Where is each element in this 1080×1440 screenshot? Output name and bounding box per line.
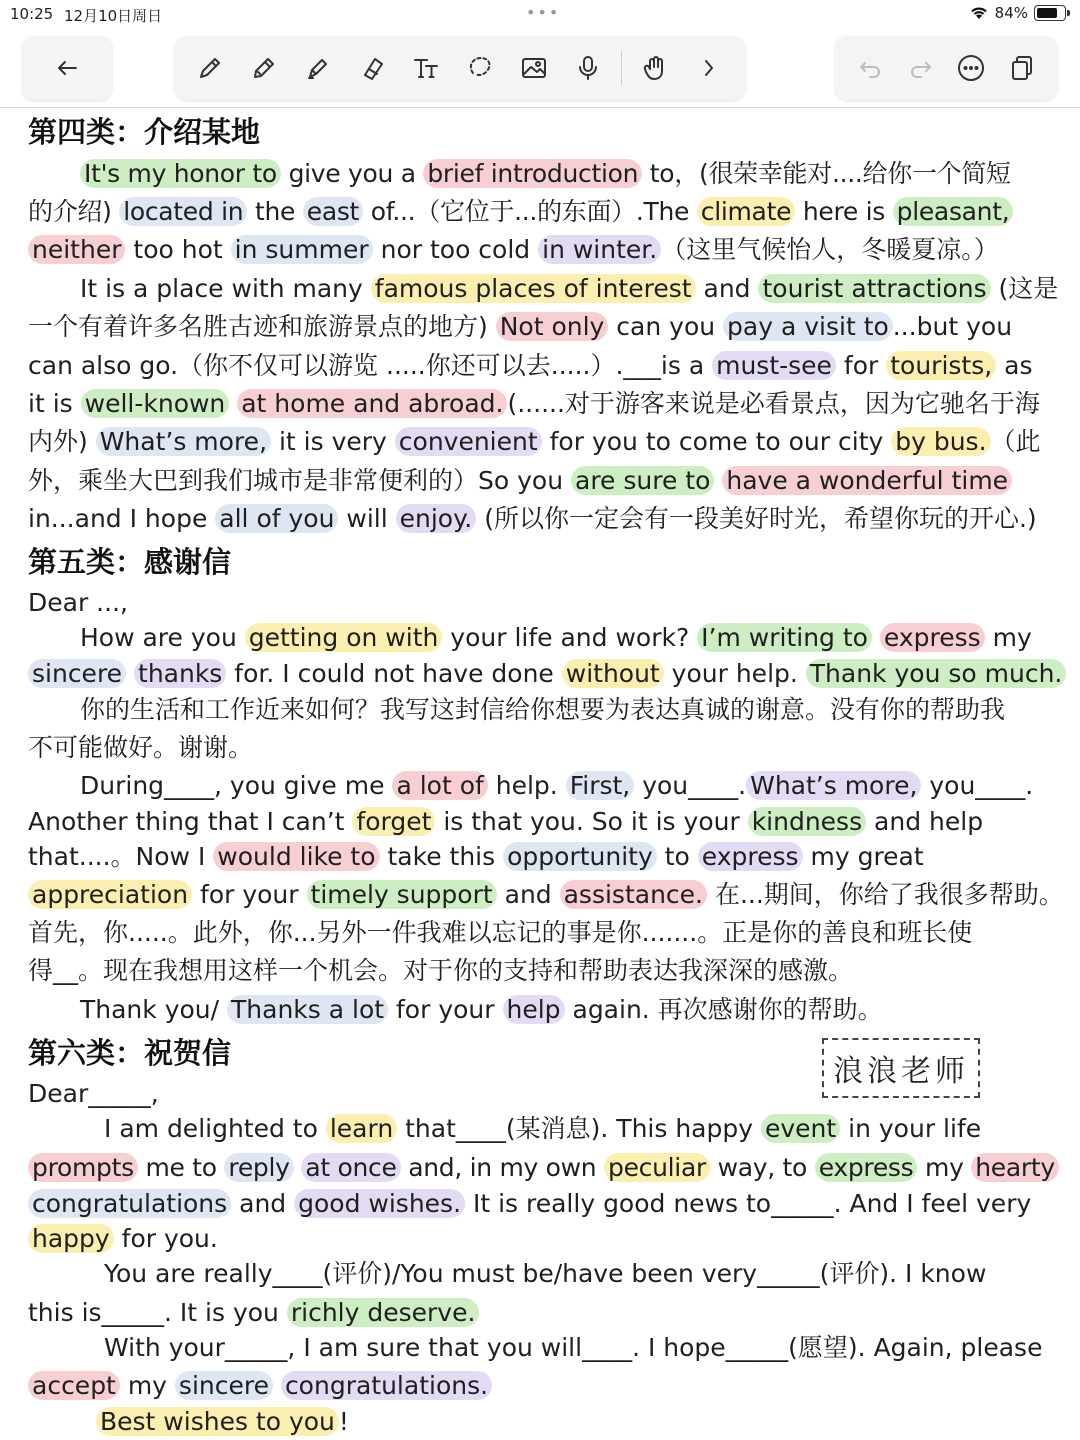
image-icon[interactable] [513, 47, 555, 89]
text-run: 得__。现在我想用这样一个机会。对于你的支持和帮助表达我深深的感激。 [28, 956, 854, 985]
text-run: 外，乘坐大巴到我们城市是非常便利的）So you [28, 466, 571, 495]
highlighted-phrase: are sure to [571, 466, 714, 495]
highlighted-phrase: sincere [175, 1371, 273, 1400]
text-run: （此 [990, 427, 1041, 456]
para-line [28, 386, 1040, 422]
text-run: 在...期间，你给了我很多帮助。 [707, 880, 1064, 909]
text-run: During____, you give me [80, 771, 393, 800]
more-icon[interactable] [950, 47, 992, 89]
text-run: your life and work? [442, 623, 698, 652]
text-run: you____. [634, 771, 747, 800]
text-run: 不可能做好。谢谢。 [28, 733, 254, 762]
text-run: this is_____. It is you [28, 1298, 287, 1327]
highlighted-phrase: reply [224, 1153, 293, 1182]
document-actions [835, 36, 1057, 100]
text-run: can you [608, 312, 724, 341]
para-line [28, 656, 1066, 692]
text-run: that____(某消息). This happy [397, 1114, 761, 1143]
para-line [28, 501, 1037, 537]
para-line [80, 156, 1011, 192]
highlighted-phrase: enjoy. [396, 504, 477, 533]
text-run: Dear ..., [28, 588, 128, 617]
hand-icon[interactable] [634, 47, 676, 89]
highlighted-phrase: help [503, 995, 565, 1024]
text-run: You are really____(评价)/You must be/have been very_____(评价). I know [104, 1259, 987, 1288]
highlighted-phrase: at home and abroad. [237, 389, 507, 418]
text-run: for your [192, 880, 307, 909]
highlighted-phrase: pay a visit to [723, 312, 893, 341]
text-run: you____. [921, 771, 1034, 800]
para-line [104, 1330, 1042, 1366]
highlighted-phrase: richly deserve. [287, 1298, 480, 1327]
highlighted-phrase: good wishes. [294, 1189, 465, 1218]
text-run: in your life [840, 1114, 982, 1143]
text-run: will [338, 504, 396, 533]
highlighted-phrase: climate [697, 197, 795, 226]
highlighted-phrase: without [562, 659, 664, 688]
highlighted-phrase: neither [28, 235, 125, 264]
highlighted-phrase: Best wishes to you [96, 1407, 339, 1436]
text-run: （这里气候怡人，冬暖夏凉。） [661, 235, 999, 264]
highlighted-phrase: appreciation [28, 880, 192, 909]
text-run: it is [28, 389, 81, 418]
text-run: 首先，你.....。此外，你...另外一件我难以忘记的事是你.......。正是你的善良和班长使 [28, 918, 973, 947]
para-line [28, 915, 972, 951]
text-run: 的介绍) [28, 197, 120, 226]
text-run: It is really good news to_____. And I feel very [465, 1189, 1032, 1218]
text-run: for. I could not have done [226, 659, 562, 688]
highlighted-phrase: It's my honor to [80, 159, 281, 188]
highlighted-phrase: in summer [231, 235, 373, 264]
highlighted-phrase: at once [301, 1153, 400, 1182]
highlighted-phrase: by bus. [891, 427, 990, 456]
highlighted-phrase: express [698, 842, 803, 871]
highlighted-phrase: timely support [307, 880, 497, 909]
highlighted-phrase: happy [28, 1224, 114, 1253]
eraser-icon[interactable] [351, 47, 393, 89]
text-run: can also go.（你不仅可以游览 .....你还可以去.....）.___is a [28, 351, 713, 380]
text-run: With your_____, I am sure that you will____. I hope_____(愿望). Again, please [104, 1333, 1043, 1362]
status-bar [0, 0, 1080, 28]
text-run: (这是 [990, 274, 1059, 303]
back-group [22, 36, 112, 100]
redo-icon[interactable] [900, 47, 942, 89]
highlighted-phrase: Thank you so much. [806, 659, 1067, 688]
para-line [28, 1076, 159, 1112]
text-run: It is a place with many [80, 274, 371, 303]
highlighted-phrase: all of you [215, 504, 338, 533]
text-run: give you a [280, 159, 424, 188]
text-run: for your [388, 995, 503, 1024]
text-run: for you. [113, 1224, 218, 1253]
para-line [80, 271, 1058, 307]
text-run: I am delighted to [104, 1114, 326, 1143]
text-run: to [656, 842, 698, 871]
para-line [28, 232, 999, 268]
battery-icon [1034, 5, 1066, 21]
highlighted-phrase: hearty [971, 1153, 1059, 1182]
text-run: nor too cold [372, 235, 539, 264]
para-line [28, 877, 1064, 913]
highlighted-phrase: learn [326, 1114, 397, 1143]
undo-icon[interactable] [849, 47, 891, 89]
text-run: help. [487, 771, 566, 800]
highlighted-phrase: express [880, 623, 985, 652]
status-time: 10:25 [10, 5, 54, 23]
text-run: and, in my own [400, 1153, 605, 1182]
highlighted-phrase: I’m writing to [697, 623, 872, 652]
text-run: again. 再次感谢你的帮助。 [564, 995, 883, 1024]
highlighted-phrase: Not only [496, 312, 609, 341]
text-run: 你的生活和工作近来如何？我写这封信给你想要为表达真诚的谢意。没有你的帮助我 [80, 695, 1006, 724]
text-run: 内外) [28, 427, 96, 456]
highlighted-phrase: sincere [28, 659, 126, 688]
highlighted-phrase: What’s more, [746, 771, 921, 800]
highlighted-phrase: Thanks a lot [227, 995, 388, 1024]
para-line [28, 839, 924, 875]
para-line [28, 1368, 492, 1404]
text-run: (所以你一定会有一段美好时光，希望你玩的开心.) [476, 504, 1037, 533]
text-run: as [996, 351, 1033, 380]
highlighted-phrase: in winter. [538, 235, 661, 264]
text-run: in...and I hope [28, 504, 216, 533]
para-line [28, 730, 253, 766]
highlighted-phrase: famous places of interest [371, 274, 696, 303]
highlighted-phrase: tourists, [886, 351, 996, 380]
multitasking-dots-icon[interactable]: ••• [526, 3, 561, 22]
para-line [28, 424, 1041, 460]
text-run: too hot [125, 235, 231, 264]
status-date: 12月10日周日 [64, 7, 163, 25]
highlighted-phrase: would like to [213, 842, 379, 871]
para-line [104, 1256, 986, 1292]
drawing-tools [175, 36, 745, 100]
highlighted-phrase: tourist attractions [758, 274, 990, 303]
highlighted-phrase: express [815, 1153, 918, 1182]
toolbar-separator-line [0, 107, 1080, 108]
text-run: that....。Now I [28, 842, 214, 871]
text-run: is that you. So it is your [435, 807, 748, 836]
para-line [28, 463, 1012, 499]
highlighted-phrase: accept [28, 1371, 120, 1400]
highlighted-phrase: well-known [81, 389, 230, 418]
text-run: here is [795, 197, 893, 226]
highlighted-phrase: peculiar [604, 1153, 710, 1182]
para-line [80, 768, 1033, 804]
text-icon[interactable] [405, 47, 447, 89]
heading-section-5: 第五类：感谢信 [28, 545, 232, 579]
highlighted-phrase: forget [352, 807, 435, 836]
battery-percent: 84% [994, 4, 1028, 22]
text-run: for [835, 351, 887, 380]
text-run: to，(很荣幸能对....给你一个简短 [642, 159, 1011, 188]
para-line [28, 194, 1013, 230]
text-run: ...but you [892, 312, 1013, 341]
text-run: way, to [709, 1153, 815, 1182]
text-run: Another thing that I can’t [28, 807, 353, 836]
text-run: ! [338, 1407, 349, 1436]
wifi-icon [969, 5, 989, 21]
para-line [28, 953, 853, 989]
para-line [96, 1404, 349, 1440]
para-line [28, 309, 1012, 345]
highlighted-phrase: congratulations [28, 1189, 231, 1218]
text-run: my great [802, 842, 924, 871]
toolbar-divider [621, 51, 622, 85]
text-run: Dear_____, [28, 1079, 159, 1108]
highlighted-phrase: east [303, 197, 363, 226]
para-line [80, 620, 1032, 656]
pen-icon[interactable] [189, 47, 231, 89]
para-line [28, 585, 128, 621]
heading-section-4: 第四类：介绍某地 [28, 115, 261, 149]
lasso-icon[interactable] [459, 47, 501, 89]
highlighted-phrase: What’s more, [96, 427, 271, 456]
text-run: and [695, 274, 759, 303]
pencil-icon[interactable] [243, 47, 285, 89]
para-line [28, 348, 1033, 384]
para-line [28, 804, 983, 840]
highlighted-phrase: thanks [134, 659, 226, 688]
text-run: How are you [80, 623, 245, 652]
text-run: Thank you/ [80, 995, 228, 1024]
para-line [80, 992, 883, 1028]
highlighted-phrase: brief introduction [423, 159, 642, 188]
highlighted-phrase: pleasant, [893, 197, 1014, 226]
para-line [28, 1221, 218, 1257]
text-run: take this [379, 842, 504, 871]
text-run: and [496, 880, 560, 909]
highlighted-phrase: prompts [28, 1153, 138, 1182]
highlighted-phrase: kindness [748, 807, 866, 836]
para-line [80, 692, 1005, 728]
highlighted-phrase: congratulations. [281, 1371, 492, 1400]
para-line [28, 1295, 479, 1331]
text-run [273, 1371, 281, 1400]
text-run: my [984, 623, 1032, 652]
teacher-stamp: 浪浪老师 [822, 1038, 980, 1098]
highlighted-phrase: a lot of [392, 771, 487, 800]
highlighted-phrase: First, [566, 771, 635, 800]
highlighted-phrase: assistance. [560, 880, 707, 909]
text-run: of...（它位于...的东面）.The [363, 197, 697, 226]
mic-icon[interactable] [567, 47, 609, 89]
highlighted-phrase: located in [119, 197, 247, 226]
text-run: my [119, 1371, 175, 1400]
highlighted-phrase: must-see [712, 351, 836, 380]
arrow-left-icon[interactable] [46, 47, 88, 89]
chevron-right-icon[interactable] [688, 47, 730, 89]
para-line [104, 1111, 981, 1147]
text-run: and help [866, 807, 984, 836]
text-run: (......对于游客来说是必看景点，因为它驰名于海 [507, 389, 1040, 418]
text-run: the [247, 197, 303, 226]
text-run: it is very [271, 427, 395, 456]
text-run: my [917, 1153, 972, 1182]
heading-section-6: 第六类：祝贺信 [28, 1036, 232, 1070]
para-line [28, 1150, 1059, 1186]
note-page[interactable] [0, 112, 1080, 1440]
highlighted-phrase: opportunity [503, 842, 657, 871]
marker-icon[interactable] [297, 47, 339, 89]
highlighted-phrase: event [761, 1114, 840, 1143]
pages-icon[interactable] [1001, 47, 1043, 89]
text-run: and [231, 1189, 295, 1218]
text-run: your help. [663, 659, 806, 688]
text-run: for you to come to our city [541, 427, 892, 456]
highlighted-phrase: getting on with [245, 623, 443, 652]
text-run: me to [137, 1153, 225, 1182]
text-run: 一个有着许多名胜古迹和旅游景点的地方) [28, 312, 496, 341]
text-run [126, 659, 134, 688]
toolbar [0, 36, 1080, 106]
highlighted-phrase: have a wonderful time [722, 466, 1012, 495]
para-line [28, 1186, 1031, 1222]
highlighted-phrase: convenient [395, 427, 542, 456]
status-right [969, 4, 1066, 22]
text-run [872, 623, 880, 652]
